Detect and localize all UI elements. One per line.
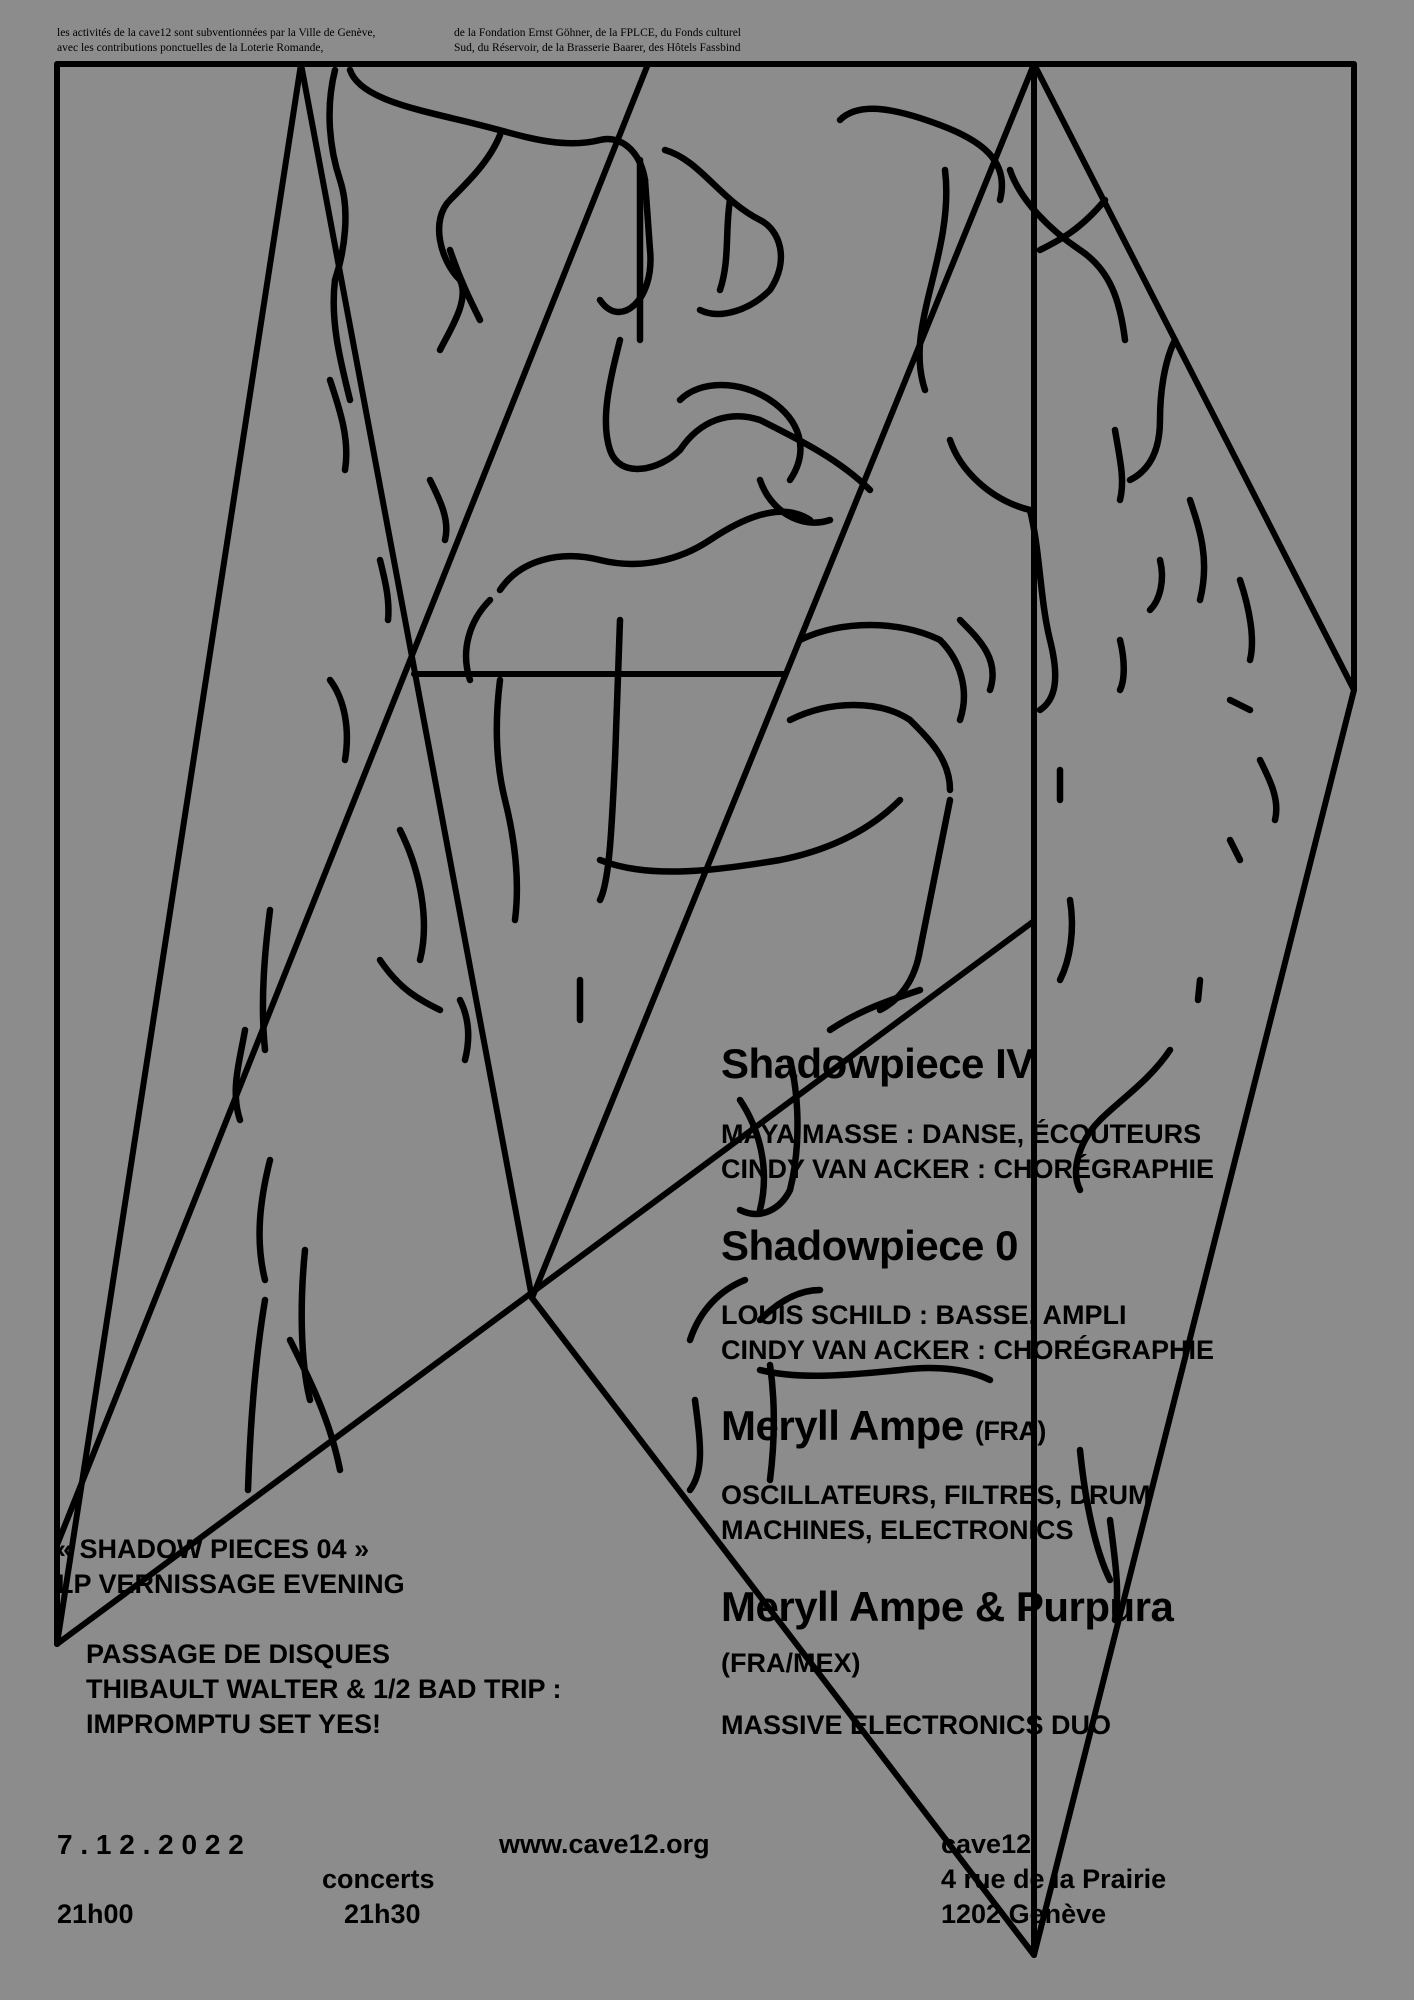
scribble-path (350, 70, 645, 180)
act-credit-line: CINDY VAN ACKER : CHORÉGRAPHIE (721, 1335, 1215, 1365)
scribble-path (263, 910, 270, 1050)
credit-line: Sud, du Réservoir, de la Brasserie Baarer, des Hôtels Fassbind (454, 42, 741, 54)
act-credit-line: MAYA MASSE : DANSE, ÉCOUTEURS (721, 1119, 1202, 1149)
dj-set (86, 1637, 562, 1742)
dj-line: IMPROMPTU SET YES! (86, 1709, 382, 1739)
act-credits (721, 1708, 1111, 1743)
scribble-path (248, 1300, 265, 1490)
scribble-path (400, 830, 424, 960)
scribble-path (1230, 840, 1240, 860)
website-link[interactable]: www.cave12.org (499, 1829, 710, 1859)
scribble-path (1115, 430, 1122, 500)
scribble-path (450, 250, 480, 320)
concerts-label: concerts (322, 1864, 435, 1894)
scribble-path (380, 560, 388, 620)
venue-address (941, 1827, 1166, 1932)
scribble-path (260, 1160, 270, 1280)
scribble-path (606, 340, 680, 469)
event-name-line: LP VERNISSAGE EVENING (57, 1569, 405, 1599)
credit-line: de la Fondation Ernst Göhner, de la FPLCE, du Fonds culturel (454, 27, 742, 39)
doors-time: 21h00 (57, 1899, 134, 1929)
venue-line: cave12 (941, 1829, 1032, 1859)
act-title (721, 1402, 1046, 1450)
scribble-path (950, 440, 1030, 510)
scribble-path (1230, 700, 1250, 710)
scribble-path (680, 416, 870, 490)
scribble-path (1120, 640, 1124, 690)
scribble-path (1060, 900, 1072, 980)
scribble-path (439, 135, 500, 350)
credit-line: avec les contributions ponctuelles de la Loterie Romande, (57, 42, 324, 54)
act-credits (721, 1478, 1150, 1548)
scribble-path (880, 800, 950, 1010)
scribble-path (600, 800, 900, 872)
act-title (721, 1222, 1018, 1270)
event-date: 7 . 1 2 . 2 0 2 2 (57, 1829, 244, 1860)
geometry-line (57, 64, 301, 1644)
act-origin: (FRA/MEX) (721, 1648, 861, 1678)
act-title-text: Shadowpiece 0 (721, 1222, 1018, 1269)
scribble-path (760, 1368, 990, 1380)
scribble-path (460, 1000, 468, 1060)
scribble-path (380, 960, 440, 1010)
scribble-path (1190, 500, 1204, 600)
act-credit-line: MACHINES, ELECTRONICS (721, 1515, 1074, 1545)
act-credits (721, 1117, 1214, 1187)
act-title-text: Meryll Ampe & Purpura (721, 1583, 1174, 1630)
dj-line: THIBAULT WALTER & 1/2 BAD TRIP : (86, 1674, 562, 1704)
act-credits (721, 1298, 1214, 1368)
scribble-path (430, 480, 446, 540)
scribble-path (1198, 980, 1200, 1000)
scribble-path (720, 200, 730, 290)
scribble-path (920, 170, 947, 390)
credit-line: les activités de la cave12 sont subventionnées par la Ville de Genève, (57, 27, 376, 39)
venue-line: 1202 Genève (941, 1899, 1107, 1929)
act-title-text: Meryll Ampe (721, 1402, 964, 1449)
event-name-line: « SHADOW PIECES 04 » (57, 1534, 370, 1564)
act-credit-line: OSCILLATEURS, FILTRES, DRUM (721, 1480, 1151, 1510)
scribble-path (1260, 760, 1276, 820)
act-credit-line: CINDY VAN ACKER : CHORÉGRAPHIE (721, 1154, 1215, 1184)
scribble-path (1240, 580, 1252, 660)
scribble-path (1150, 560, 1162, 610)
geometry-line (1034, 64, 1354, 690)
dj-line: PASSAGE DE DISQUES (86, 1639, 391, 1669)
act-credit-line: MASSIVE ELECTRONICS DUO (721, 1710, 1112, 1740)
scribble-path (790, 705, 950, 790)
act-title-text: Shadowpiece IV (721, 1040, 1034, 1087)
act-credit-line: LOUIS SCHILD : BASSE, AMPLI (721, 1300, 1127, 1330)
scribble-path (330, 680, 347, 760)
scribble-path (330, 380, 346, 470)
venue-line: 4 rue de la Prairie (941, 1864, 1167, 1894)
scribble-path (830, 990, 920, 1030)
scribble-path (1130, 340, 1175, 480)
concerts-time: 21h30 (344, 1899, 421, 1929)
geometry-line (57, 64, 648, 1545)
act-title (721, 1040, 1034, 1088)
scribble-path (1010, 170, 1125, 340)
scribble-path (466, 600, 490, 680)
scribble-path (690, 1400, 700, 1490)
act-origin: (FRA) (974, 1416, 1046, 1446)
scribble-path (500, 512, 810, 590)
scribble-path (497, 680, 517, 920)
act-title (721, 1583, 1173, 1631)
event-name (57, 1532, 405, 1602)
scribble-path (760, 480, 830, 523)
scribble-path (840, 109, 1002, 200)
